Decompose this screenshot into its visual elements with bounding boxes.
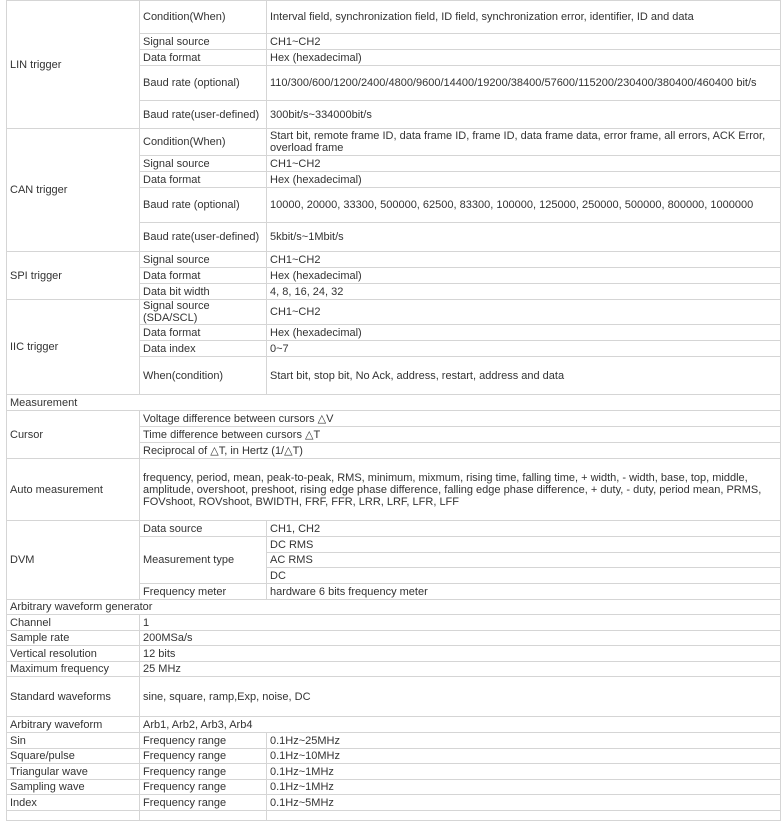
table-row bbox=[7, 717, 781, 733]
spec-table bbox=[6, 0, 781, 821]
spec-label-cell: Voltage difference between cursors △V bbox=[140, 411, 781, 427]
spec-group-cell: Triangular wave bbox=[7, 764, 140, 780]
spec-group-cell: Square/pulse bbox=[7, 749, 140, 764]
spec-label-cell: Signal source bbox=[140, 252, 267, 268]
spec-label-cell: Time difference between cursors △T bbox=[140, 427, 781, 443]
spec-group-cell: Auto measurement bbox=[7, 459, 140, 521]
spec-value-cell: 0.1Hz~1MHz bbox=[267, 780, 781, 795]
spec-value-cell: DC RMS bbox=[267, 537, 781, 553]
table-row bbox=[7, 252, 781, 268]
spec-value-cell: Start bit, stop bit, No Ack, address, restart, address and data bbox=[267, 357, 781, 395]
spec-value-cell: CH1~CH2 bbox=[267, 156, 781, 172]
spec-value-cell: DC bbox=[267, 568, 781, 584]
spec-label-cell: Signal source (SDA/SCL) bbox=[140, 300, 267, 325]
spec-group-cell: Maximum frequency bbox=[7, 662, 140, 677]
spec-value-cell: Start bit, remote frame ID, data frame ID, frame ID, data frame data, error frame, all errors, ACK Error, overload frame bbox=[267, 129, 781, 156]
spec-value-cell: CH1~CH2 bbox=[267, 300, 781, 325]
spec-group-cell: Sin bbox=[7, 733, 140, 749]
table-row bbox=[7, 521, 781, 537]
spec-label-cell: Baud rate (optional) bbox=[140, 66, 267, 101]
spec-label-cell: Frequency meter bbox=[140, 584, 267, 600]
table-row bbox=[7, 1, 781, 34]
spec-group-cell: Index bbox=[7, 795, 140, 811]
table-row bbox=[7, 646, 781, 662]
spec-group-cell: DVM bbox=[7, 521, 140, 600]
spec-label-cell: Condition(When) bbox=[140, 129, 267, 156]
spec-label-cell: Frequency range bbox=[140, 733, 267, 749]
spec-value-cell: 0.1Hz~1MHz bbox=[267, 764, 781, 780]
spec-value-cell: 110/300/600/1200/2400/4800/9600/14400/19200/38400/57600/115200/230400/380400/460400 bit/s bbox=[267, 66, 781, 101]
spec-value-cell: Interval field, synchronization field, ID field, synchronization error, identifier, ID and data bbox=[267, 1, 781, 34]
table-row bbox=[7, 811, 781, 821]
spec-group-cell: Arbitrary waveform generator bbox=[7, 600, 781, 615]
spec-label-cell: Data format bbox=[140, 50, 267, 66]
table-row bbox=[7, 662, 781, 677]
spec-group-cell: Sample rate bbox=[7, 631, 140, 646]
spec-label-cell: Arb1, Arb2, Arb3, Arb4 bbox=[140, 717, 781, 733]
spec-group-cell: IIC trigger bbox=[7, 300, 140, 395]
spec-value-cell bbox=[267, 811, 781, 821]
spec-label-cell: Data format bbox=[140, 268, 267, 284]
spec-label-cell: When(condition) bbox=[140, 357, 267, 395]
spec-group-cell: Vertical resolution bbox=[7, 646, 140, 662]
spec-table-body bbox=[7, 1, 781, 821]
spec-label-cell: Frequency range bbox=[140, 780, 267, 795]
spec-label-cell: Signal source bbox=[140, 156, 267, 172]
table-row bbox=[7, 395, 781, 411]
spec-label-cell: Data format bbox=[140, 172, 267, 188]
spec-group-cell: Measurement bbox=[7, 395, 781, 411]
spec-value-cell: 10000, 20000, 33300, 500000, 62500, 83300, 100000, 125000, 250000, 500000, 800000, 1000000 bbox=[267, 188, 781, 223]
spec-value-cell: Hex (hexadecimal) bbox=[267, 172, 781, 188]
table-row bbox=[7, 733, 781, 749]
spec-label-cell: Baud rate (optional) bbox=[140, 188, 267, 223]
spec-value-cell: 4, 8, 16, 24, 32 bbox=[267, 284, 781, 300]
spec-label-cell: 1 bbox=[140, 615, 781, 631]
table-row bbox=[7, 615, 781, 631]
table-row bbox=[7, 600, 781, 615]
table-row bbox=[7, 631, 781, 646]
table-row bbox=[7, 300, 781, 325]
table-row bbox=[7, 677, 781, 717]
spec-value-cell: hardware 6 bits frequency meter bbox=[267, 584, 781, 600]
spec-label-cell: 12 bits bbox=[140, 646, 781, 662]
spec-label-cell: Measurement type bbox=[140, 537, 267, 584]
spec-label-cell bbox=[140, 811, 267, 821]
spec-label-cell: 200MSa/s bbox=[140, 631, 781, 646]
spec-label-cell: 25 MHz bbox=[140, 662, 781, 677]
spec-label-cell: Data bit width bbox=[140, 284, 267, 300]
spec-value-cell: CH1~CH2 bbox=[267, 252, 781, 268]
spec-label-cell: Data index bbox=[140, 341, 267, 357]
spec-label-cell: sine, square, ramp,Exp, noise, DC bbox=[140, 677, 781, 717]
spec-label-cell: Baud rate(user-defined) bbox=[140, 101, 267, 129]
spec-value-cell: 0~7 bbox=[267, 341, 781, 357]
table-row bbox=[7, 795, 781, 811]
spec-label-cell: Frequency range bbox=[140, 795, 267, 811]
spec-value-cell: Hex (hexadecimal) bbox=[267, 268, 781, 284]
spec-group-cell: Channel bbox=[7, 615, 140, 631]
spec-label-cell: Signal source bbox=[140, 34, 267, 50]
spec-value-cell: AC RMS bbox=[267, 553, 781, 568]
spec-value-cell: CH1~CH2 bbox=[267, 34, 781, 50]
spec-label-cell: Baud rate(user-defined) bbox=[140, 223, 267, 252]
spec-value-cell: 0.1Hz~25MHz bbox=[267, 733, 781, 749]
table-row bbox=[7, 764, 781, 780]
spec-value-cell: Hex (hexadecimal) bbox=[267, 325, 781, 341]
spec-group-cell: Arbitrary waveform bbox=[7, 717, 140, 733]
table-row bbox=[7, 749, 781, 764]
table-row bbox=[7, 459, 781, 521]
spec-label-cell: Reciprocal of △T, in Hertz (1/△T) bbox=[140, 443, 781, 459]
spec-value-cell: CH1, CH2 bbox=[267, 521, 781, 537]
spec-group-cell: SPI trigger bbox=[7, 252, 140, 300]
spec-value-cell: 0.1Hz~5MHz bbox=[267, 795, 781, 811]
spec-group-cell bbox=[7, 811, 140, 821]
spec-value-cell: 0.1Hz~10MHz bbox=[267, 749, 781, 764]
spec-group-cell: Standard waveforms bbox=[7, 677, 140, 717]
spec-group-cell: CAN trigger bbox=[7, 129, 140, 252]
spec-label-cell: Data source bbox=[140, 521, 267, 537]
spec-label-cell: Frequency range bbox=[140, 749, 267, 764]
spec-group-cell: LIN trigger bbox=[7, 1, 140, 129]
spec-group-cell: Sampling wave bbox=[7, 780, 140, 795]
spec-value-cell: Hex (hexadecimal) bbox=[267, 50, 781, 66]
table-row bbox=[7, 129, 781, 156]
spec-label-cell: Data format bbox=[140, 325, 267, 341]
spec-label-cell: Frequency range bbox=[140, 764, 267, 780]
spec-value-cell: 300bit/s~334000bit/s bbox=[267, 101, 781, 129]
table-row bbox=[7, 780, 781, 795]
spec-value-cell: 5kbit/s~1Mbit/s bbox=[267, 223, 781, 252]
spec-label-cell: Condition(When) bbox=[140, 1, 267, 34]
spec-label-cell: frequency, period, mean, peak-to-peak, RMS, minimum, mixmum, rising time, falling time, + width, - width, base, top, middle, amplitude, overshoot, preshoot, rising edge phase difference, falling edge phase difference, + duty, - duty, period mean, PRMS, FOVshoot, ROVshoot, BWIDTH, FRF, FFR, LRR, LRF, LFR, LFF bbox=[140, 459, 781, 521]
table-row bbox=[7, 411, 781, 427]
spec-group-cell: Cursor bbox=[7, 411, 140, 459]
